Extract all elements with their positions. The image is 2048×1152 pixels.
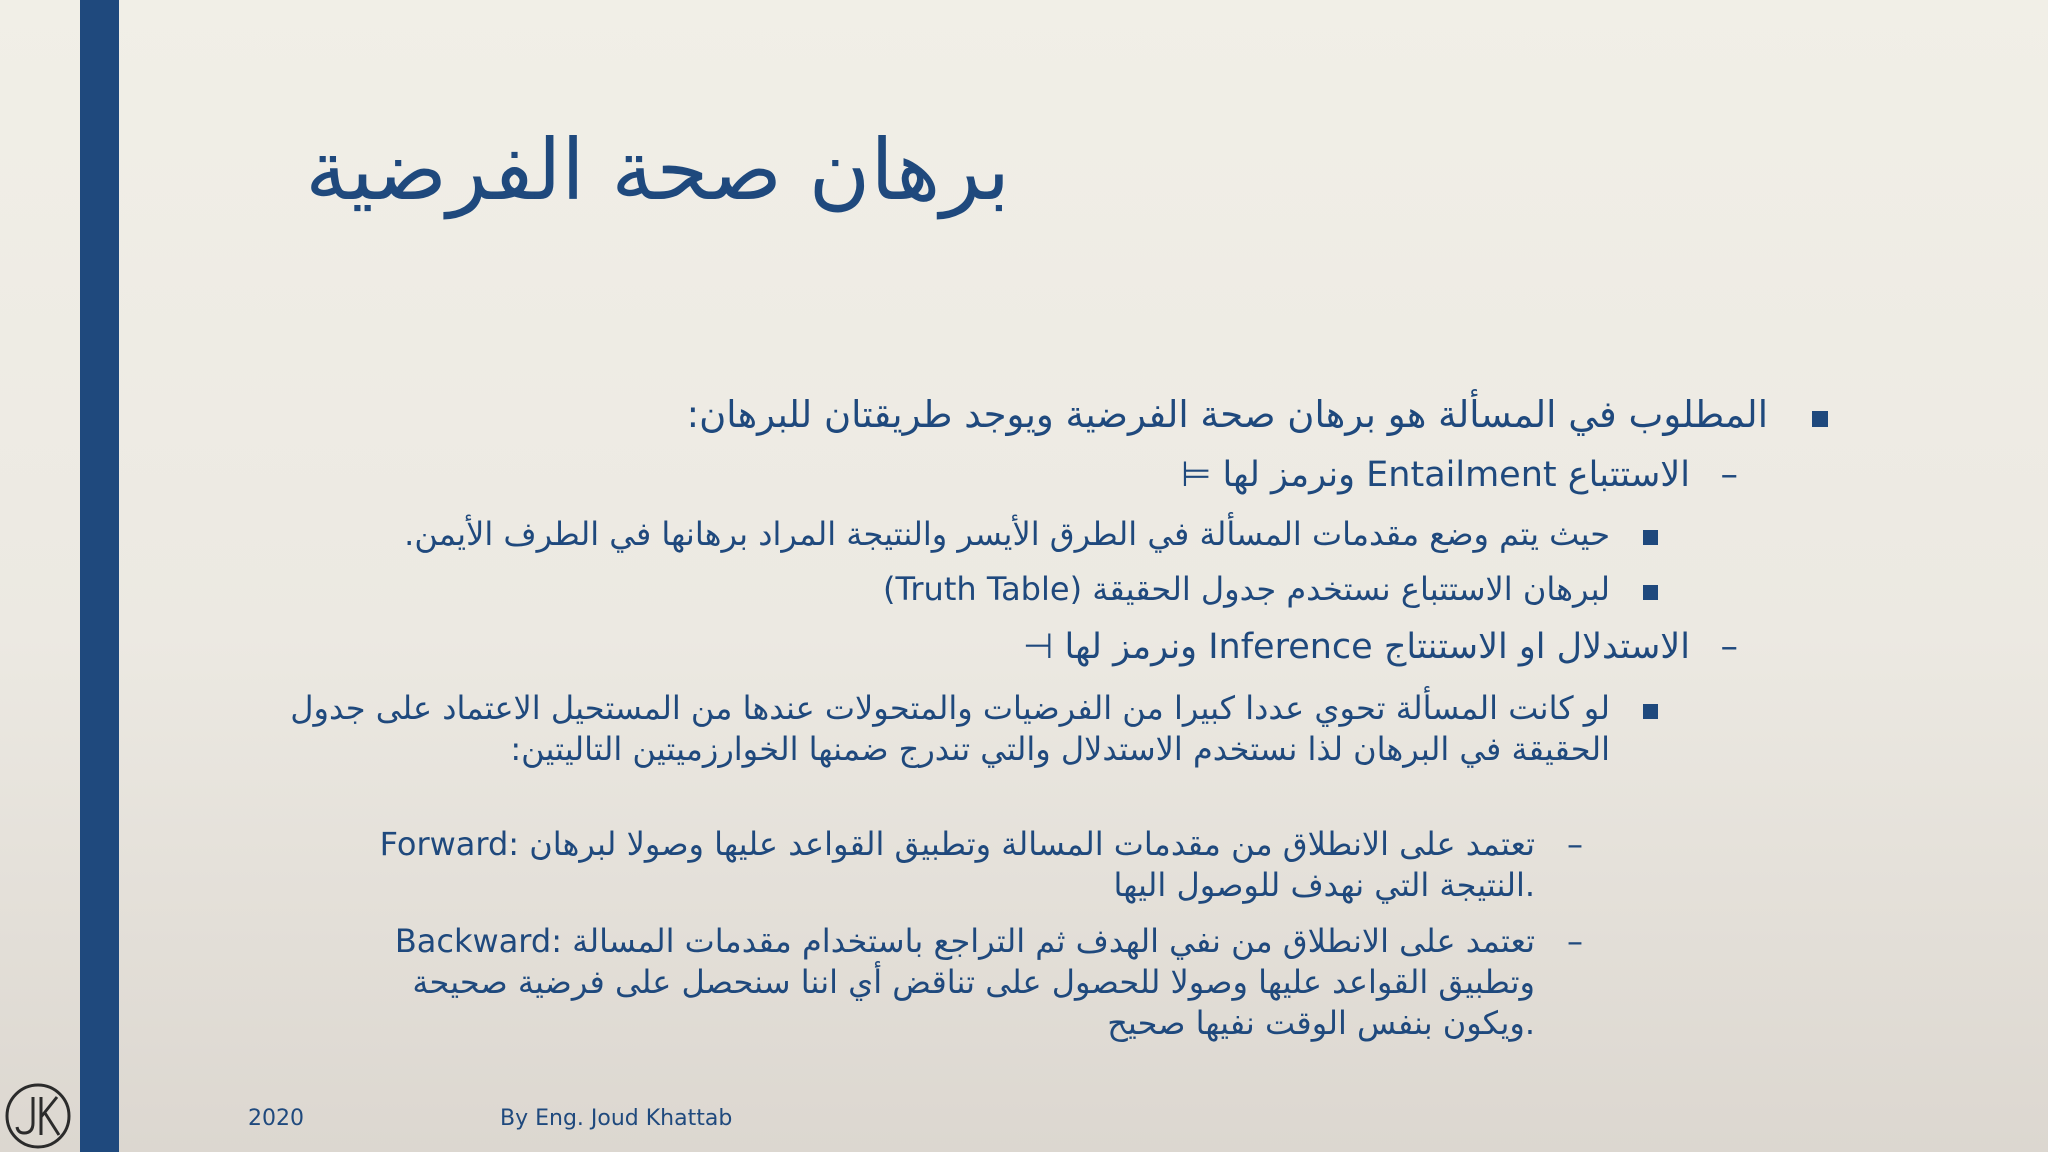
square-bullet-icon [1812,411,1828,427]
bullet-text: لو كانت المسألة تحوي عددا كبيرا من الفرضيات والمتحولات عندها من المستحيل الاعتماد على جدول الحقيقة في البرهان لذا نستخدم الاستدلال والتي تندرج ضمنها الخوارزميتين التاليتين: [290,689,1610,768]
square-bullet-icon [1643,585,1658,600]
footer-date: 2020 [248,1106,304,1131]
bullet-text: المطلوب في المسألة هو برهان صحة الفرضية ويوجد طريقتان للبرهان: [686,393,1768,436]
bullet-text: Forward: تعتمد على الانطلاق من مقدمات المسالة وتطبيق القواعد عليها وصولا لبرهان النتيجة التي نهدف للوصول اليها. [379,825,1535,904]
bullet-level4 [323,824,1583,906]
square-bullet-icon [1643,704,1658,719]
bullet-text: لبرهان الاستتباع نستخدم جدول الحقيقة (Truth Table) [883,570,1610,608]
bullet-text: الاستدلال او الاستنتاج Inference ونرمز لها ⊢ [1022,627,1690,667]
slide-title: برهان صحة الفرضية [305,121,1010,219]
bullet-level3 [258,688,1658,770]
bullet-level2 [238,453,1738,497]
dash-bullet-icon: – [1720,455,1738,495]
bullet-level3 [238,514,1658,555]
bullet-text: Backward: تعتمد على الانطلاق من نفي الهدف ثم التراجع باستخدام مقدمات المسالة وتطبيق القواعد عليها وصولا للحصول على تناقض أي اننا سنحصل على فرضية صحيحة ويكون بنفس الوقت نفيها صحيح. [394,922,1535,1042]
bullet-level1 [238,393,1828,437]
bullet-level3 [238,569,1658,610]
dash-bullet-icon: – [1567,825,1583,863]
bullet-level2 [238,625,1738,669]
square-bullet-icon [1643,530,1658,545]
footer-author: By Eng. Joud Khattab [500,1106,733,1131]
dash-bullet-icon: – [1720,627,1738,667]
bullet-text: حيث يتم وضع مقدمات المسألة في الطرق الأيسر والنتيجة المراد برهانها في الطرف الأيمن. [404,515,1610,553]
bullet-level4 [323,921,1583,1044]
bullet-text: الاستتباع Entailment ونرمز لها ⊨ [1180,455,1690,495]
dash-bullet-icon: – [1567,922,1583,960]
